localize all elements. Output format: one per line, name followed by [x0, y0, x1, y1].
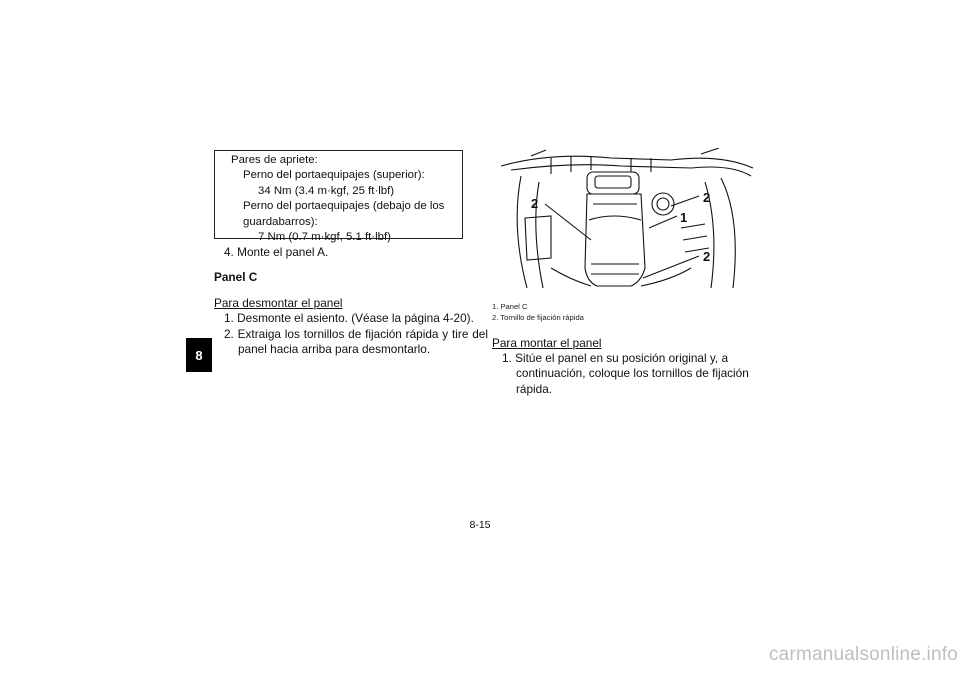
watermark-text: carmanualsonline.info	[768, 644, 958, 665]
torque-specs-box	[214, 150, 463, 244]
torque-line-lower: Perno del portaequipajes (debajo de los	[243, 200, 445, 213]
torque-value-lower: 7 Nm (0.7 m·kgf, 5.1 ft·lbf)	[258, 231, 391, 244]
remove-step-2: 2. Extraiga los tornillos de fijación rápida y tire del panel hacia arriba para desmontarlo.	[224, 327, 488, 357]
mount-step-1: 1. Sitúe el panel en su posición original y, a continuación, coloque los tornillos de fijación rápida.	[502, 351, 749, 396]
caption-1: 1. Panel C	[492, 302, 528, 311]
page-number: 8-15	[469, 519, 491, 531]
callout-1: 1	[680, 210, 688, 225]
torque-line-lower-cont: guardabarros):	[243, 215, 318, 228]
atv-panel-illustration	[491, 148, 755, 298]
callout-2-top-right: 2	[703, 190, 711, 205]
caption-2: 2. Tornillo de fijación rápida	[492, 313, 584, 322]
remove-step-1: 1. Desmonte el asiento. (Véase la página 4-20).	[224, 311, 474, 325]
section-heading-panel-c: Panel C	[214, 270, 258, 284]
torque-line-upper: Perno del portaequipajes (superior):	[243, 169, 425, 182]
torque-value-upper: 34 Nm (3.4 m·kgf, 25 ft·lbf)	[258, 184, 395, 197]
torque-title: Pares de apriete:	[231, 154, 318, 166]
subheading-remove-panel: Para desmontar el panel	[214, 296, 343, 310]
step-mount-panel-a: 4. Monte el panel A.	[224, 245, 329, 259]
figure-panel-c	[491, 148, 755, 298]
callout-2-left: 2	[531, 196, 539, 211]
subheading-mount-panel: Para montar el panel	[492, 336, 602, 350]
chapter-tab: 8	[186, 338, 212, 372]
callout-2-bottom-right: 2	[703, 249, 711, 264]
